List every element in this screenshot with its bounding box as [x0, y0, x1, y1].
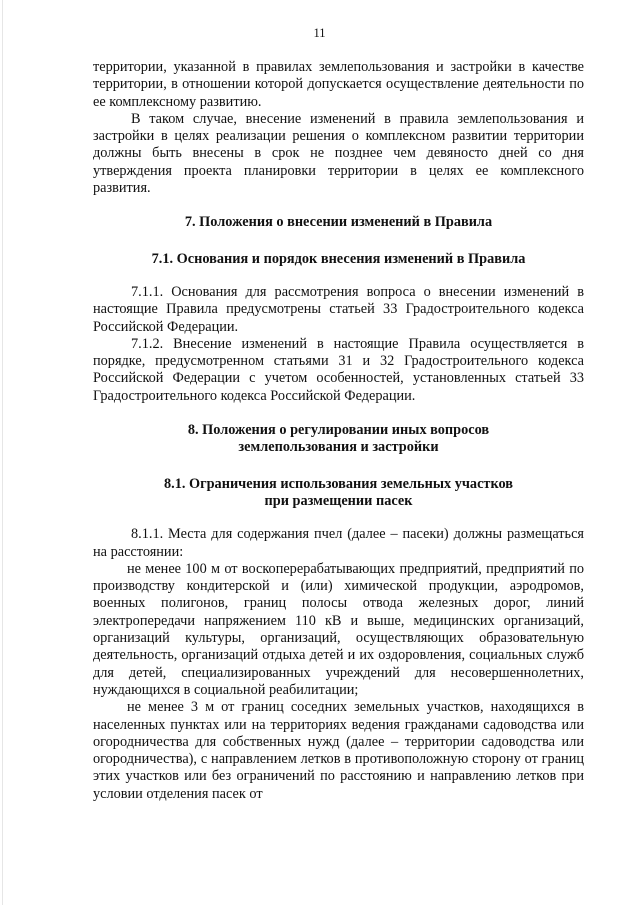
paragraph-continuation: территории, указанной в правилах землепользования и застройки в качестве территории, в отношении которой допускается осуществление деятельности по ее комплексному развитию.	[93, 59, 584, 110]
section-8-1-heading-line1: 8.1. Ограничения использования земельных участков	[163, 475, 514, 492]
section-7-heading: 7. Положения о внесении изменений в Правила	[184, 214, 493, 231]
paragraph: В таком случае, внесение изменений в правила землепользования и застройки в целях реализации решения о комплексном развитии территории должны быть внесены в срок не позднее чем девяносто дней со дня утверждения проекта планировки территории в целях ее комплексного развития.	[93, 110, 584, 197]
page-number: 11	[313, 26, 326, 40]
clause-8-1-1: 8.1.1. Места для содержания пчел (далее – пасеки) должны размещаться на расстоянии:	[93, 526, 584, 560]
section-8-heading-line2: землепользования и застройки	[238, 439, 439, 456]
section-8-heading	[93, 422, 584, 457]
section-8-1-heading	[93, 476, 584, 511]
list-item-100m: не менее 100 м от воскоперерабатывающих предприятий, предприятий по производству кондитерской и (или) химической продукции, аэродромов, военных полигонов, границ полосы отвода железных дорог, линий электропередачи напряжением 110 кВ и выше, медицинских организаций, организаций культуры, организаций, осуществляющих образовательную деятельность, организаций отдыха детей и их оздоровления, социальных служб для детей, специализированных учреждений для несовершеннолетних, нуждающихся в социальной реабилитации;	[93, 560, 584, 698]
section-8-heading-line1: 8. Положения о регулировании иных вопросов	[187, 422, 490, 439]
clause-7-1-1: 7.1.1. Основания для рассмотрения вопроса о внесении изменений в настоящие Правила предусмотрены статьей 33 Градостроительного кодекса Российской Федерации.	[93, 283, 584, 335]
clause-7-1-2: 7.1.2. Внесение изменений в настоящие Правила осуществляется в порядке, предусмотренном статьями 31 и 32 Градостроительного кодекса Российской Федерации с учетом особенностей, установленных статьей 33 Градостроительного кодекса Российской Федерации.	[93, 335, 584, 404]
section-7-1-heading: 7.1. Основания и порядок внесения изменений в Правила	[151, 250, 526, 267]
section-8-1-heading-line2: при размещении пасек	[264, 492, 413, 509]
list-item-3m: не менее 3 м от границ соседних земельных участков, находящихся в населенных пунктах или на территориях ведения гражданами садоводства или огородничества для собственных нужд (далее – территории садоводства или огородничества), с направлением летков в противоположную сторону от границ этих участков или без ограничений по расстоянию и направлению летков при условии отделения пасек от	[93, 699, 584, 802]
document-body	[93, 59, 584, 803]
scan-edge-line	[2, 0, 3, 905]
